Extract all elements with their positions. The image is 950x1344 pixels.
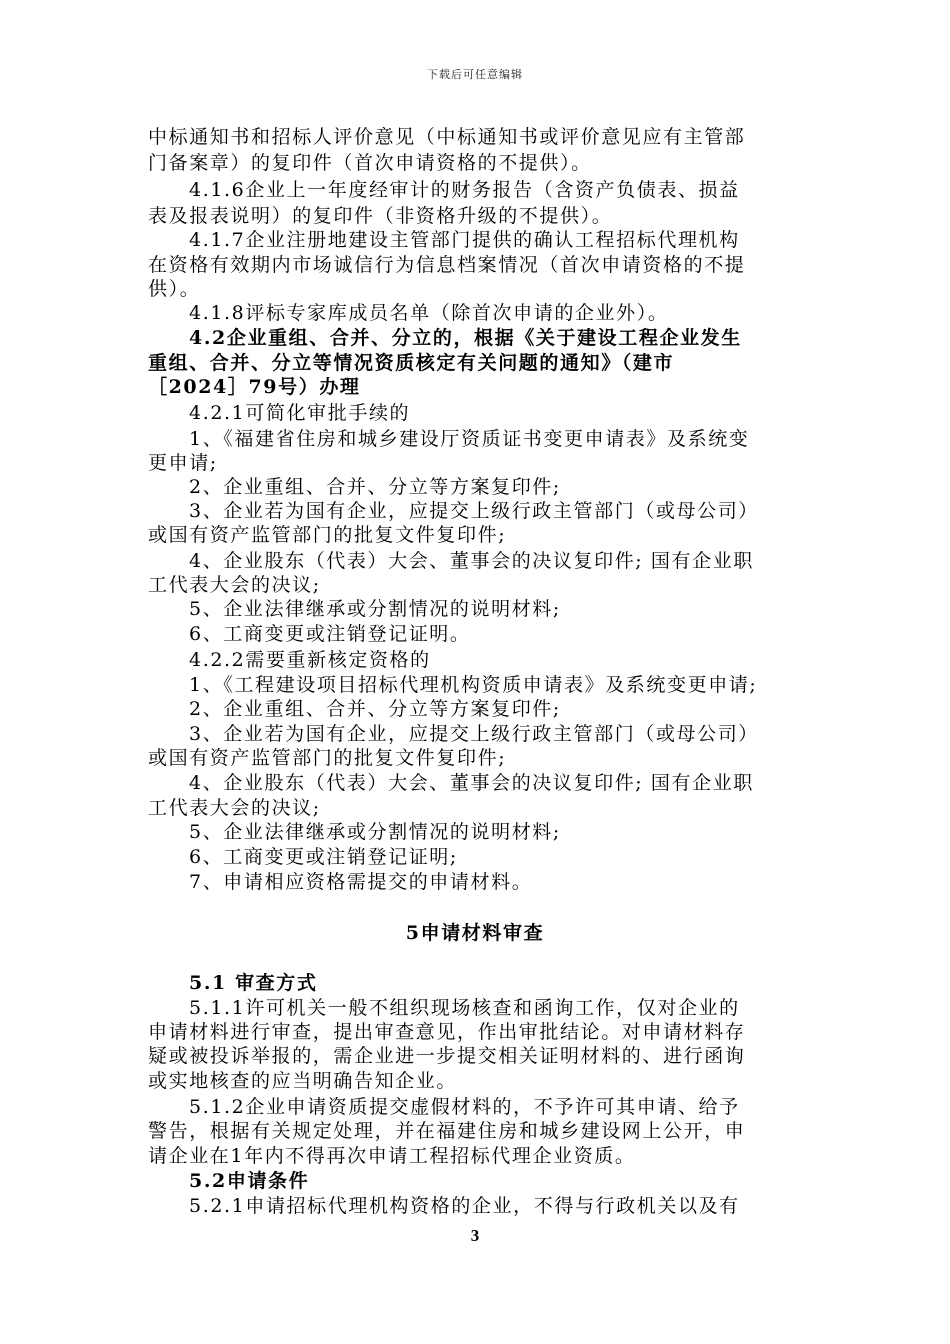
text-line: 在资格有效期内市场诚信行为信息档案情况（首次申请资格的不提	[148, 254, 746, 276]
text-line: 门备案章）的复印件（首次申请资格的不提供）。	[148, 152, 592, 174]
text-line: 工代表大会的决议;	[148, 574, 321, 596]
text-line: 5、企业法律继承或分割情况的说明材料;	[189, 598, 561, 620]
text-line: 4、企业股东（代表）大会、董事会的决议复印件; 国有企业职	[189, 772, 754, 794]
text-line: 2、企业重组、合并、分立等方案复印件;	[189, 476, 561, 498]
section-heading: 4.2企业重组、合并、分立的，根据《关于建设工程企业发生	[189, 327, 742, 349]
text-line: 中标通知书和招标人评价意见（中标通知书或评价意见应有主管部	[148, 126, 746, 148]
text-line: 3、企业若为国有企业，应提交上级行政主管部门（或母公司）	[189, 723, 759, 745]
text-line: 2、企业重组、合并、分立等方案复印件;	[189, 698, 561, 720]
text-line: 供）。	[148, 278, 201, 300]
text-line: 4.1.8评标专家库成员名单（除首次申请的企业外）。	[189, 302, 669, 324]
text-line: 5.2.1申请招标代理机构资格的企业，不得与行政机关以及有	[189, 1195, 740, 1217]
text-line: 6、工商变更或注销登记证明;	[189, 846, 458, 868]
text-line: 3、企业若为国有企业，应提交上级行政主管部门（或母公司）	[189, 500, 759, 522]
text-line: 更申请;	[148, 452, 218, 474]
text-line: 4.1.7企业注册地建设主管部门提供的确认工程招标代理机构	[189, 229, 740, 251]
text-line: 或实地核查的应当明确告知企业。	[148, 1070, 458, 1092]
section-heading: 重组、合并、分立等情况资质核定有关问题的通知》（建市	[148, 352, 675, 374]
text-line: 疑或被投诉举报的，需企业进一步提交相关证明材料的、进行函询	[148, 1045, 746, 1067]
text-line: 4、企业股东（代表）大会、董事会的决议复印件; 国有企业职	[189, 550, 754, 572]
text-line: 5.1.2企业申请资质提交虚假材料的，不予许可其申请、给予	[189, 1096, 740, 1118]
section-heading: 5.2申请条件	[189, 1170, 310, 1192]
text-line: 4.2.2需要重新核定资格的	[189, 649, 431, 671]
section-heading: 5.1 审查方式	[189, 972, 318, 994]
text-line: 工代表大会的决议;	[148, 797, 321, 819]
text-line: 5.1.1许可机关一般不组织现场核查和函询工作，仅对企业的	[189, 997, 740, 1019]
text-line: 5、企业法律继承或分割情况的说明材料;	[189, 821, 561, 843]
text-line: 6、工商变更或注销登记证明。	[189, 623, 471, 645]
page-number: 3	[470, 1226, 480, 1245]
text-line: 申请材料进行审查，提出审查意见，作出审批结论。对申请材料存	[148, 1021, 746, 1043]
section-heading: ［2024］79号）办理	[148, 376, 361, 398]
text-line: 1、《福建省住房和城乡建设厅资质证书变更申请表》及系统变	[189, 428, 750, 450]
text-line: 4.1.6企业上一年度经审计的财务报告（含资产负债表、损益	[189, 179, 740, 201]
text-line: 或国有资产监管部门的批复文件复印件;	[148, 747, 507, 769]
chapter-title: 5申请材料审查	[405, 922, 545, 944]
text-line: 1、《工程建设项目招标代理机构资质申请表》及系统变更申请;	[189, 674, 758, 696]
page-header: 下载后可任意编辑	[427, 68, 523, 81]
text-line: 7、申请相应资格需提交的申请材料。	[189, 871, 533, 893]
text-line: 警告，根据有关规定处理，并在福建住房和城乡建设网上公开，申	[148, 1120, 746, 1142]
text-line: 4.2.1可简化审批手续的	[189, 402, 411, 424]
text-line: 表及报表说明）的复印件（非资格升级的不提供）。	[148, 205, 613, 227]
text-line: 请企业在1年内不得再次申请工程招标代理企业资质。	[148, 1145, 636, 1167]
text-line: 或国有资产监管部门的批复文件复印件;	[148, 524, 507, 546]
